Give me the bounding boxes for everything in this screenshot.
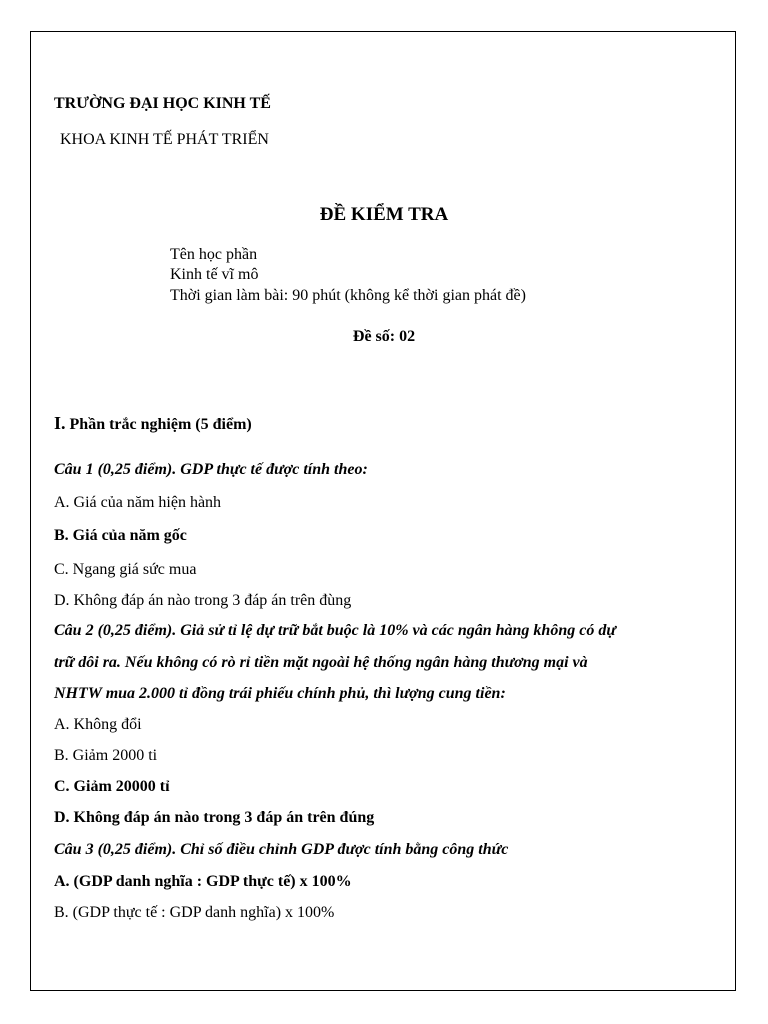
exam-duration: Thời gian làm bài: 90 phút (không kể thời gian phát đề) xyxy=(170,287,526,304)
question-3-stem: Câu 3 (0,25 điểm). Chỉ số điều chỉnh GDP được tính bằng công thức xyxy=(54,841,509,858)
course-label: Tên học phần xyxy=(170,246,258,263)
question-1-option-b: B. Giá của năm gốc xyxy=(54,527,187,544)
question-2-stem-line-2: trữ dôi ra. Nếu không có rò rỉ tiền mặt ngoài hệ thống ngân hàng thương mại và xyxy=(54,654,588,671)
question-1-option-a: A. Giá của năm hiện hành xyxy=(54,494,222,511)
question-1-option-d: D. Không đáp án nào trong 3 đáp án trên đùng xyxy=(54,592,352,609)
question-2-stem-line-1: Câu 2 (0,25 điểm). Giả sử tỉ lệ dự trữ bắt buộc là 10% và các ngân hàng không có dự xyxy=(54,622,616,639)
question-1-option-c: C. Ngang giá sức mua xyxy=(54,561,197,578)
section-roman: I. xyxy=(54,413,66,433)
question-2-option-a: A. Không đổi xyxy=(54,716,142,733)
exam-number: Đề số: 02 xyxy=(352,328,416,345)
question-3-option-a: A. (GDP danh nghĩa : GDP thực tế) x 100% xyxy=(54,873,352,890)
faculty-name: KHOA KINH TẾ PHÁT TRIỂN xyxy=(60,131,269,148)
question-2-option-d: D. Không đáp án nào trong 3 đáp án trên đúng xyxy=(54,809,375,826)
course-name: Kinh tế vĩ mô xyxy=(170,266,259,283)
question-2-option-b: B. Giảm 2000 ti xyxy=(54,747,158,764)
question-2-option-c: C. Giảm 20000 tỉ xyxy=(54,778,170,795)
question-1-stem: Câu 1 (0,25 điểm). GDP thực tế được tính theo: xyxy=(54,461,368,478)
section-heading xyxy=(54,413,252,435)
exam-title: ĐỀ KIỂM TRA xyxy=(319,204,449,225)
university-name: TRƯỜNG ĐẠI HỌC KINH TẾ xyxy=(54,95,271,112)
section-title: Phần trắc nghiệm (5 điểm) xyxy=(65,416,252,433)
question-3-option-b: B. (GDP thực tế : GDP danh nghĩa) x 100% xyxy=(54,904,335,921)
question-2-stem-line-3: NHTW mua 2.000 tỉ đồng trái phiếu chính phủ, thì lượng cung tiền: xyxy=(54,685,506,702)
